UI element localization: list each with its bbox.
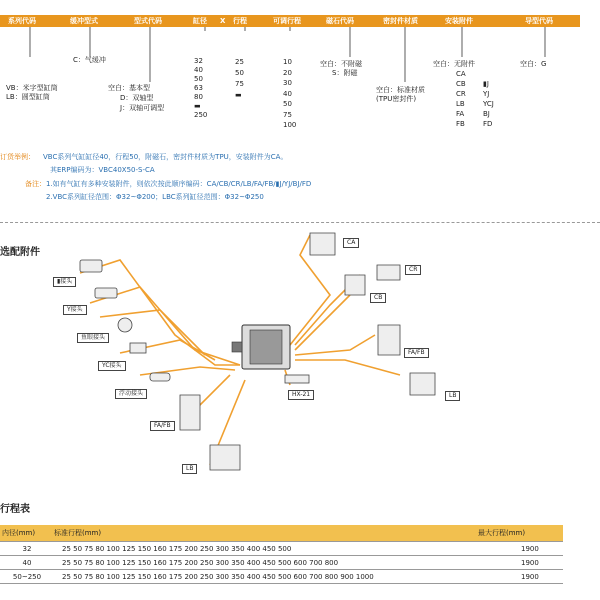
cylinder-illustration — [232, 325, 290, 369]
cell-max: 1900 — [476, 570, 563, 584]
header-seal: 密封件材质 — [383, 17, 418, 25]
mount-none: 空白：无附件 — [433, 60, 475, 68]
cell-strokes: 25 50 75 80 100 125 150 160 175 200 250 300 350 400 450 500 — [52, 542, 476, 556]
header-stroke: 行程 — [233, 17, 247, 25]
bore-value: ▬ — [194, 102, 201, 110]
mount-code: YCJ — [483, 100, 494, 108]
magnet-option-s: S：附磁 — [332, 69, 358, 77]
label-fisheye-joint: 鱼眼接头 — [77, 333, 109, 343]
seal-option-note: (TPU密封件) — [376, 95, 417, 103]
label-yc-joint: YC接头 — [98, 361, 126, 371]
mount-code: FB — [456, 120, 465, 128]
mount-code: YJ — [483, 90, 490, 98]
example-text: VBC系列气缸缸径40，行程50，附磁石，密封件材质为TPU，安装附件为CA。 — [43, 153, 288, 161]
label-lb-right: LB — [445, 391, 460, 401]
type-option-d: D：双轴型 — [120, 94, 154, 102]
mount-code: FA — [456, 110, 465, 118]
label-i-joint: ▮接头 — [53, 277, 76, 287]
example-label: 订货举例： — [0, 153, 35, 161]
cell-bore: 50~250 — [0, 570, 52, 584]
header-x: X — [220, 17, 226, 25]
adjust-value: 100 — [283, 121, 297, 129]
series-option-vb: VB：米字型缸筒 — [6, 84, 58, 92]
section-divider — [0, 222, 600, 223]
guide-option: 空白：G — [520, 60, 547, 68]
adjust-value: 30 — [283, 79, 292, 87]
stroke-value: 50 — [235, 69, 244, 77]
remark-1: 1.如有气缸有多种安装附件，则依次按此顺序编码：CA/CB/CR/LB/FA/FB/▮J/YJ/BJ/FD — [46, 180, 312, 188]
stroke-table — [0, 525, 563, 584]
stroke-table-title: 行程表 — [0, 504, 30, 515]
mount-code: BJ — [483, 110, 490, 118]
header-mount: 安装附件 — [445, 17, 473, 25]
mount-list-1 — [456, 69, 466, 129]
mount-code: CB — [456, 80, 466, 88]
mount-code: ▮J — [483, 80, 489, 88]
adjust-stroke-list — [283, 57, 296, 131]
mount-code: CA — [456, 70, 466, 78]
adjust-value: 75 — [283, 110, 292, 119]
header-magnet: 磁石代码 — [326, 17, 354, 25]
erp-text: 其ERP编码为：VBC40X50-S-CA — [50, 166, 155, 174]
series-option-lb: LB：圆型缸筒 — [6, 93, 50, 101]
accessories-title: 选配附件 — [0, 247, 40, 258]
mount-code: LB — [456, 100, 465, 108]
adjust-value: 20 — [283, 68, 292, 77]
cushion-option: C：气缓冲 — [73, 56, 106, 64]
mount-code: FD — [483, 120, 493, 128]
bore-list — [194, 57, 207, 120]
table-row — [0, 542, 563, 556]
col-standard-stroke: 标准行程(mm) — [52, 525, 476, 542]
header-adjust: 可调行程 — [273, 17, 301, 25]
type-option-basic: 空白：基本型 — [108, 84, 150, 92]
header-bore: 缸径 — [193, 17, 207, 25]
header-cushion: 缓冲型式 — [70, 17, 98, 25]
mount-list-2 — [483, 79, 494, 129]
label-y-joint: Y接头 — [63, 305, 87, 315]
col-bore: 内径(mm) — [0, 525, 52, 542]
accessories-diagram — [0, 225, 600, 490]
cell-max: 1900 — [476, 542, 563, 556]
label-cr: CR — [405, 265, 421, 275]
adjust-value: 50 — [283, 100, 292, 108]
adjust-value: 10 — [283, 58, 292, 66]
label-cb: CB — [370, 293, 386, 303]
mount-code: CR — [456, 90, 466, 98]
header-type: 型式代码 — [134, 17, 162, 25]
col-max-stroke: 最大行程(mm) — [476, 525, 563, 542]
cell-bore: 40 — [0, 556, 52, 570]
label-floating-joint: 浮动接头 — [115, 389, 147, 399]
remark-2: 2.VBC系列缸径范围：Φ32~Φ200；LBC系列缸径范围：Φ32~Φ250 — [46, 193, 264, 201]
label-lb-left: LB — [182, 464, 197, 474]
label-fa-fb-left: FA/FB — [150, 421, 175, 431]
bore-value: 50 — [194, 75, 203, 83]
stroke-list — [235, 57, 244, 101]
table-row — [0, 556, 563, 570]
adjust-value: 40 — [283, 89, 292, 98]
stroke-value: 75 — [235, 80, 244, 88]
bore-value: 80 — [194, 93, 203, 101]
seal-option: 空白：标准材质 — [376, 86, 425, 94]
label-fa-fb-right: FA/FB — [404, 348, 429, 358]
table-row — [0, 570, 563, 584]
cell-strokes: 25 50 75 80 100 125 150 160 175 200 250 300 350 400 450 500 600 700 800 — [52, 556, 476, 570]
cell-strokes: 25 50 75 80 100 125 150 160 175 200 250 300 350 400 450 500 600 700 800 900 1000 — [52, 570, 476, 584]
bore-value: 250 — [194, 111, 208, 119]
cell-bore: 32 — [0, 542, 52, 556]
type-option-j: J：双轴可调型 — [120, 104, 165, 112]
label-hx21: HX-21 — [288, 390, 314, 400]
remark-label: 备注： — [25, 180, 46, 188]
table-header-row — [0, 525, 563, 542]
cell-max: 1900 — [476, 556, 563, 570]
stroke-value: 25 — [235, 58, 244, 66]
bore-value: 32 — [194, 57, 203, 65]
magnet-option-none: 空白：不附磁 — [320, 60, 362, 68]
label-ca: CA — [343, 238, 359, 248]
stroke-value: ▬ — [235, 91, 242, 99]
bore-value: 40 — [194, 66, 203, 74]
header-series: 系列代码 — [8, 17, 36, 25]
bore-value: 63 — [194, 84, 203, 92]
header-guide: 导型代码 — [525, 17, 553, 25]
